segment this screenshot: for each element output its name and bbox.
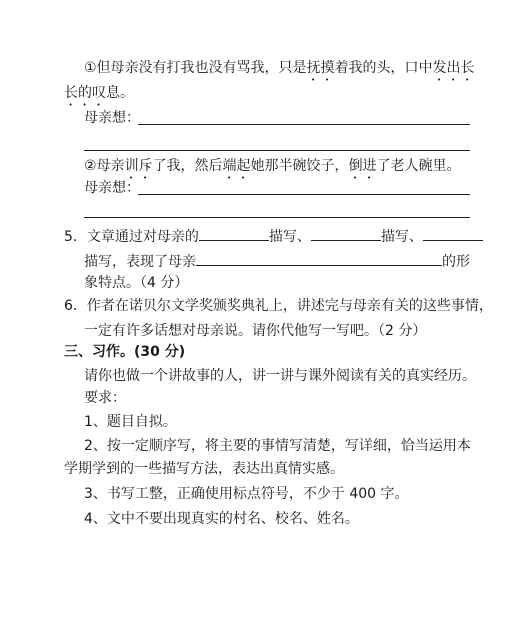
q5-text-d: 描写，表现了母亲 <box>84 254 196 270</box>
q5-blank-3[interactable] <box>423 225 483 241</box>
q4-item2-emph-b: 端起 <box>222 158 251 174</box>
q4-item2-line <box>84 156 461 182</box>
answer-line-2b[interactable] <box>84 217 470 218</box>
requirements-label: 要求： <box>84 390 126 406</box>
answer-line-2a[interactable] <box>138 194 470 195</box>
q5-line2 <box>84 250 470 272</box>
section3-heading: 三、习作。(30 分) <box>64 344 186 360</box>
requirement-2-line1: 2、按一定顺序写，将主要的事情写清楚，写详细，恰当运用本 <box>84 438 471 454</box>
answer-line-1b[interactable] <box>84 150 470 151</box>
q5-blank-4[interactable] <box>196 250 442 266</box>
q5-blank-2[interactable] <box>311 225 381 241</box>
q4-item2-text-a: ②母亲 <box>84 158 125 174</box>
q4-item2-text-b: 了我，然后 <box>152 158 223 174</box>
q4-item2-emph-c: 倒进 <box>348 158 377 174</box>
q5-line1 <box>64 225 483 247</box>
q6-line2: 一定有许多话想对母亲说。请你代他写一写吧。（2 分） <box>84 323 427 339</box>
answer-line-1a[interactable] <box>138 124 470 125</box>
q4-item1-text-b: 着我的头，口中 <box>334 60 433 76</box>
q4-item2-text-c: 她那半碗饺子， <box>250 158 349 174</box>
q4-item1-text-a: ①但母亲没有打我也没有骂我，只是 <box>84 60 307 76</box>
q4-item1-text-c: 息。 <box>106 85 134 101</box>
q5-line3: 象特点。（4 分） <box>84 275 189 291</box>
q5-text-e: 的形 <box>442 254 470 270</box>
q4-item1-emph-a: 抚摸 <box>306 60 335 76</box>
q4-item2-text-d: 了老人碗里。 <box>376 158 461 174</box>
requirement-2-line2: 学期学到的一些描写方法，表达出真情实感。 <box>64 461 344 477</box>
requirement-4: 4、文中不要出现真实的村名、校名、姓名。 <box>84 511 359 527</box>
requirement-1: 1、题目自拟。 <box>84 414 177 430</box>
q4-item1-line2 <box>64 83 134 109</box>
q6-line1: 6．作者在诺贝尔文学奖颁奖典礼上，讲述完与母亲有关的这些事情， <box>64 298 493 314</box>
q4-item1-line1 <box>84 58 475 84</box>
q4-item1-emph-c: 长的叹 <box>64 85 106 101</box>
q4-item1-emph-b: 发出长 <box>432 60 475 76</box>
q5-text-a: 5．文章通过对母亲的 <box>64 229 199 245</box>
answer-label-2: 母亲想： <box>84 180 140 196</box>
section3-prompt: 请你也做一个讲故事的人，讲一讲与课外阅读有关的真实经历。 <box>84 368 476 384</box>
answer-label-1: 母亲想： <box>84 110 140 126</box>
q4-item2-emph-a: 训斥 <box>124 158 153 174</box>
q5-blank-1[interactable] <box>199 225 269 241</box>
q5-text-c: 描写、 <box>380 229 423 245</box>
q5-text-b: 描写、 <box>268 229 311 245</box>
requirement-3: 3、书写工整，正确使用标点符号，不少于 400 字。 <box>84 486 409 502</box>
